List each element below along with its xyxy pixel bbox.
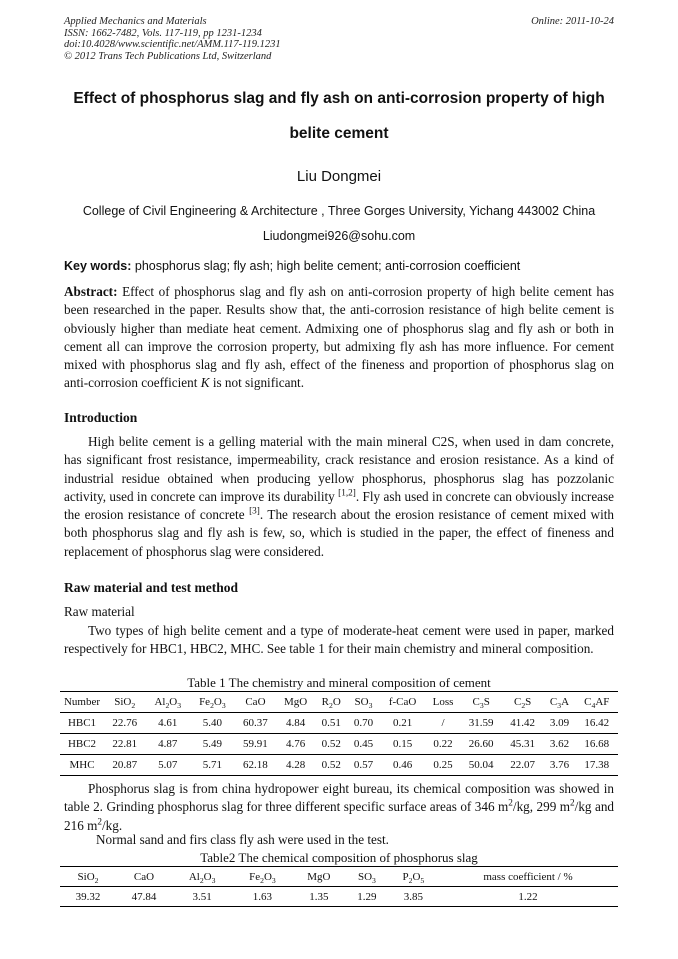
table2-header-cell: mass coefficient / %	[438, 867, 618, 887]
table2-header-cell: CaO	[116, 867, 172, 887]
table1-row	[60, 734, 618, 755]
author-email: Liudongmei926@sohu.com	[262, 229, 416, 243]
table1-cell: 5.40	[190, 713, 235, 734]
table1-cell: HBC1	[60, 713, 104, 734]
table2-header-cell: $P_2O_5$	[389, 867, 438, 887]
table2-row	[60, 887, 618, 907]
keywords-label: Key words:	[64, 259, 132, 273]
keywords	[64, 259, 614, 273]
table1-header-cell: $C_3S$	[460, 692, 501, 713]
slag-text-c: /kg and 216 m	[64, 799, 615, 833]
table2-header-cell-sub: 2	[260, 875, 264, 885]
table1-header-cell-sub: 2	[165, 701, 170, 711]
table1-header-cell-sub: 2	[328, 701, 333, 711]
table2-header-cell: $Fe_2O_3$	[232, 867, 292, 887]
table2-cell: 47.84	[131, 890, 157, 903]
table1-body	[60, 713, 618, 776]
table1-header-cell-sub: 2	[521, 701, 526, 711]
slag-text-a: Phosphorus slag is from china hydropower eight bureau, its chemical composition was showed in table 2. Grinding phosphorus slag for three different specific surface areas of 346 m	[64, 781, 614, 815]
intro-text-b: . Fly ash used in concrete can obviously increase the erosion resistance of concrete	[64, 488, 615, 523]
table1-header-cell-sub: 2	[210, 701, 214, 711]
table1-header-cell: $SO_3$	[347, 692, 379, 713]
table1-header-cell-sub: 4	[591, 701, 596, 711]
intro-text-c: . The research about the erosion resistance of cement mixed with both phosphorus slag and fly ash is few, so, which is studied in the paper, the effect of fineness and replacement of phosphorus slag were considered.	[64, 507, 614, 559]
table1-cell: 0.52	[321, 759, 341, 771]
table1-cell: 0.46	[392, 759, 413, 771]
table1-cell: MHC	[69, 759, 95, 771]
table1-cell: 22.81	[104, 734, 145, 755]
table1-header-cell: SiO$_2$	[104, 692, 145, 713]
table1-row	[60, 713, 618, 734]
table2-header-cell: SiO$_2$	[60, 867, 116, 887]
table2-cell: 1.35	[309, 890, 329, 903]
table2-header-cell: $SO_3$	[345, 867, 389, 887]
table2-cell: 39.32	[75, 890, 101, 903]
introduction-heading: Introduction	[64, 410, 138, 425]
table1-header-cell-sub: 3	[368, 701, 373, 711]
table2-header-cell-sub: 2	[94, 875, 99, 885]
table1-cell: 0.25	[433, 759, 453, 771]
table1-header-cell: f-CaO	[380, 692, 426, 713]
table2-cell: 1.22	[518, 890, 538, 903]
table1-header-cell: Number	[60, 692, 104, 713]
raw-material-paragraph: Two types of high belite cement and a type of moderate-heat cement were used in paper, marked respectively for HBC1, HBC2, MHC. See table 1 for their main chemistry and mineral composition.	[64, 623, 614, 657]
slag-unit-sup-1: 2	[508, 797, 513, 808]
paper-title-line-2: belite cement	[289, 125, 389, 142]
table1-cell: 60.37	[235, 713, 276, 734]
journal-name: Applied Mechanics and Materials	[64, 16, 207, 27]
table1-caption: Table 1 The chemistry and mineral composition of cement	[187, 675, 491, 690]
table1-cell: 4.87	[145, 734, 190, 755]
raw-material-heading: Raw material and test method	[64, 580, 238, 595]
paper-title-line-1: Effect of phosphorus slag and fly ash on anti-corrosion property of high	[73, 90, 605, 107]
table2-cell: 3.85	[403, 890, 423, 903]
table1-cell: 16.42	[576, 713, 618, 734]
table1-cell: 0.21	[380, 713, 426, 734]
table1	[60, 691, 618, 776]
table1-header-cell: $R_2O$	[315, 692, 347, 713]
table2-header-cell-sub: 5	[420, 875, 425, 885]
table1-cell: 4.84	[276, 713, 315, 734]
table1-header-cell: $C_2S$	[502, 692, 543, 713]
author-name: Liu Dongmei	[296, 168, 382, 185]
phosphorus-slag-paragraph	[64, 780, 614, 835]
copyright-line: © 2012 Trans Tech Publications Ltd, Switzerland	[64, 50, 272, 62]
slag-text-b: /kg, 299 m	[512, 799, 571, 815]
intro-citation-1: [1,2]	[338, 487, 356, 498]
table2-header-row	[60, 867, 618, 887]
table2-header-cell-sub: 2	[408, 875, 413, 885]
table1-cell: 0.70	[347, 713, 379, 734]
table1-header-cell-sub: 3	[177, 701, 182, 711]
table1-cell: 0.57	[353, 759, 374, 771]
table1-cell: 16.68	[576, 734, 618, 755]
table1-cell: 50.04	[468, 759, 494, 771]
intro-text-a: High belite cement is a gelling material with the main mineral C2S, when used in dam concrete, has significant frost resistance, impermeability, crack resistance and erosion resistance. As a kind of industrial residue obtained when producing yellow phosphorus, phosphorus slag has pozzolanic activity, used in concrete can improve its durability	[64, 434, 614, 504]
table2-header-cell-sub: 3	[211, 875, 216, 885]
table1-cell: 0.45	[347, 734, 379, 755]
table1-row	[60, 755, 618, 776]
table1-cell: HBC2	[60, 734, 104, 755]
table1-header-cell: MgO	[276, 692, 315, 713]
table2-header-cell-sub: 3	[372, 875, 376, 885]
table1-header-cell: $Al_2O_3$	[145, 692, 190, 713]
abstract-text-b: is not significant.	[212, 375, 305, 391]
intro-citation-2: [3]	[249, 505, 260, 516]
table1-cell: 5.49	[190, 734, 235, 755]
table1-header-cell-sub: 3	[557, 701, 562, 711]
table1-cell: 5.71	[202, 759, 223, 771]
introduction-paragraph	[64, 433, 614, 561]
sand-fly-ash-paragraph: Normal sand and firs class fly ash were used in the test.	[96, 832, 389, 847]
table1-cell: 3.09	[543, 713, 575, 734]
table1-cell: 0.52	[315, 734, 347, 755]
table1-cell: 26.60	[460, 734, 501, 755]
table1-header-cell-sub: 3	[479, 701, 484, 711]
table2-header-cell-sub: 3	[271, 875, 276, 885]
table1-cell: 0.22	[426, 734, 461, 755]
table1-header-cell-sub: 2	[131, 701, 136, 711]
slag-text-d: /kg.	[101, 817, 123, 833]
table2-caption: Table2 The chemical composition of phosphorus slag	[200, 850, 478, 865]
table1-cell: 4.76	[276, 734, 315, 755]
table1-header-cell: Loss	[426, 692, 461, 713]
table1-cell: /	[426, 713, 461, 734]
table1-cell: 22.76	[104, 713, 145, 734]
table1-cell: 0.51	[315, 713, 347, 734]
table1-cell: 5.07	[158, 759, 178, 771]
slag-unit-sup-3: 2	[97, 816, 102, 827]
table1-header-cell: $Fe_2O_3$	[190, 692, 235, 713]
slag-unit-sup-2: 2	[570, 797, 575, 808]
table1-header-cell: $C_4AF$	[576, 692, 618, 713]
table2-body	[60, 887, 618, 907]
table1-cell: 3.62	[543, 734, 575, 755]
table2-header-cell: $Al_2O_3$	[172, 867, 232, 887]
abstract-label: Abstract:	[64, 284, 118, 299]
table1-cell: 17.38	[584, 759, 610, 771]
table2-header-cell-sub: 2	[199, 875, 204, 885]
table1-cell: 41.42	[502, 713, 543, 734]
table2-cell: 1.63	[252, 890, 273, 903]
affiliation: College of Civil Engineering & Architecture , Three Gorges University, Yichang 443002 China	[82, 204, 596, 218]
table1-cell: 4.28	[285, 759, 306, 771]
keywords-text: phosphorus slag; fly ash; high belite cement; anti-corrosion coefficient	[134, 259, 521, 273]
table1-header-row	[60, 692, 618, 713]
table2-header-cell: MgO	[293, 867, 346, 887]
issn-line: ISSN: 1662-7482, Vols. 117-119, pp 1231-1234	[64, 27, 262, 39]
table1-cell: 3.76	[549, 759, 570, 771]
table1-header-cell-sub: 3	[221, 701, 226, 711]
table2-cell: 1.29	[357, 890, 377, 903]
table1-header-cell: CaO	[235, 692, 276, 713]
abstract-text-a: Effect of phosphorus slag and fly ash on anti-corrosion property of high belite cement has been researched in the paper. Results show that, the anti-corrosion resistance of high belite cement is obviously higher than mediate heat cement. Admixing one of phosphorus slag and fly ash or both in cement all can improve the corrosion property, but admixing fly ash has more influence. For cement mixed with phosphorus slag and fly ash, effect of the fineness and proportion of phosphorus slag on anti-corrosion coefficient	[64, 284, 614, 391]
table1-cell: 22.07	[510, 759, 535, 771]
table2-cell: 3.51	[192, 890, 212, 903]
table1-cell: 4.61	[145, 713, 190, 734]
doi-line: doi:10.4028/www.scientific.net/AMM.117-119.1231	[64, 39, 281, 50]
table1-cell: 20.87	[112, 759, 138, 771]
table1-cell: 62.18	[243, 759, 268, 771]
table1-cell: 59.91	[235, 734, 276, 755]
table1-header-cell: $C_3A$	[543, 692, 575, 713]
table2	[60, 866, 618, 907]
online-date: Online: 2011-10-24	[531, 16, 614, 27]
abstract-k-symbol: K	[200, 375, 210, 391]
table1-cell: 0.15	[380, 734, 426, 755]
abstract	[64, 283, 614, 393]
raw-material-subheading: Raw material	[64, 604, 135, 619]
journal-header	[64, 16, 614, 62]
table1-cell: 45.31	[502, 734, 543, 755]
table1-cell: 31.59	[460, 713, 501, 734]
